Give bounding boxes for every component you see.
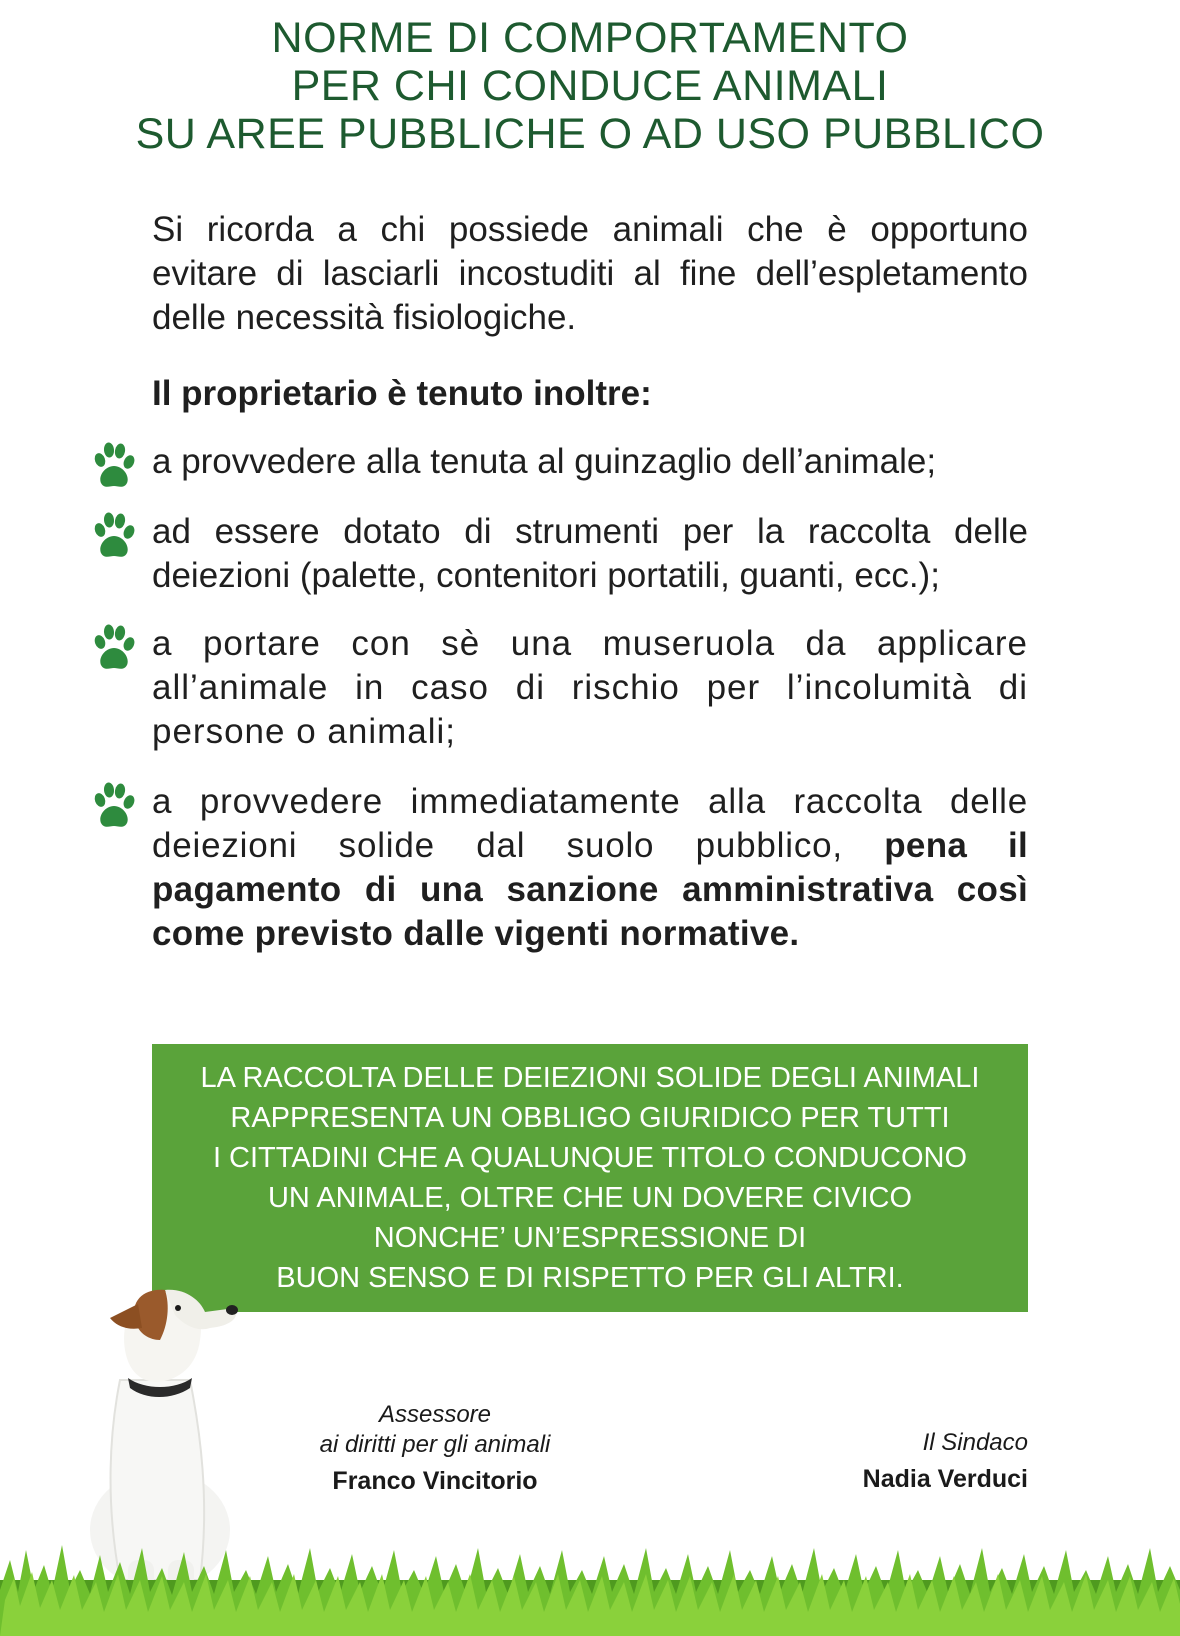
sindaco-name: Nadia Verduci	[862, 1465, 1028, 1493]
paw-print-icon	[90, 624, 136, 674]
sindaco-role: Il Sindaco	[922, 1429, 1028, 1456]
notice-line-1: LA RACCOLTA DELLE DEIEZIONI SOLIDE DEGLI ANIMALI	[200, 1062, 980, 1094]
list-item-text-plain: a provvedere immediatamente alla raccolta delle deiezioni solide dal suolo pubblico,	[152, 782, 1028, 865]
notice-line-5: NONCHE’ UN’ESPRESSIONE DI	[373, 1222, 807, 1254]
paw-print-icon	[90, 782, 136, 832]
assessore-name: Franco Vincitorio	[332, 1467, 538, 1495]
notice-line-3: I CITTADINI CHE A QUALUNQUE TITOLO CONDUCONO	[212, 1142, 968, 1174]
grass-decoration	[0, 1520, 1180, 1636]
notice-line-6: BUON SENSO E DI RISPETTO PER GLI ALTRI.	[276, 1262, 904, 1294]
intro-paragraph: Si ricorda a chi possiede animali che è opportuno evitare di lasciarli incostuditi al fine dell’espletamento delle necessità fisiologiche.	[152, 210, 1028, 337]
assessore-role-line-2: ai diritti per gli animali	[319, 1431, 551, 1458]
page-title	[0, 14, 1180, 158]
lead-heading: Il proprietario è tenuto inoltre:	[152, 374, 652, 413]
title-line-1: NORME DI COMPORTAMENTO	[271, 14, 909, 62]
assessore-signature	[270, 1400, 600, 1496]
title-line-2: PER CHI CONDUCE ANIMALI	[291, 62, 889, 110]
list-item-text: a provvedere alla tenuta al guinzaglio dell’animale;	[152, 442, 937, 481]
paw-print-icon	[90, 512, 136, 562]
assessore-role-line-1: Assessore	[378, 1401, 492, 1428]
sindaco-signature	[820, 1428, 1028, 1494]
notice-line-4: UN ANIMALE, OLTRE CHE UN DOVERE CIVICO	[267, 1182, 913, 1214]
paw-print-icon	[90, 442, 136, 492]
list-item-text: a portare con sè una museruola da applicare all’animale in caso di rischio per l’incolumità di persone o animali;	[152, 624, 1028, 751]
list-item-text	[152, 780, 1028, 956]
list-item-text-bold: pena il pagamento di una sanzione amministrativa così come previsto dalle vigenti normative.	[152, 826, 1028, 953]
list-item-text: ad essere dotato di strumenti per la raccolta delle deiezioni (palette, contenitori portatili, guanti, ecc.);	[152, 512, 1028, 595]
notice-line-2: RAPPRESENTA UN OBBLIGO GIURIDICO PER TUTTI	[230, 1102, 950, 1134]
title-line-3: SU AREE PUBBLICHE O AD USO PUBBLICO	[135, 110, 1045, 158]
